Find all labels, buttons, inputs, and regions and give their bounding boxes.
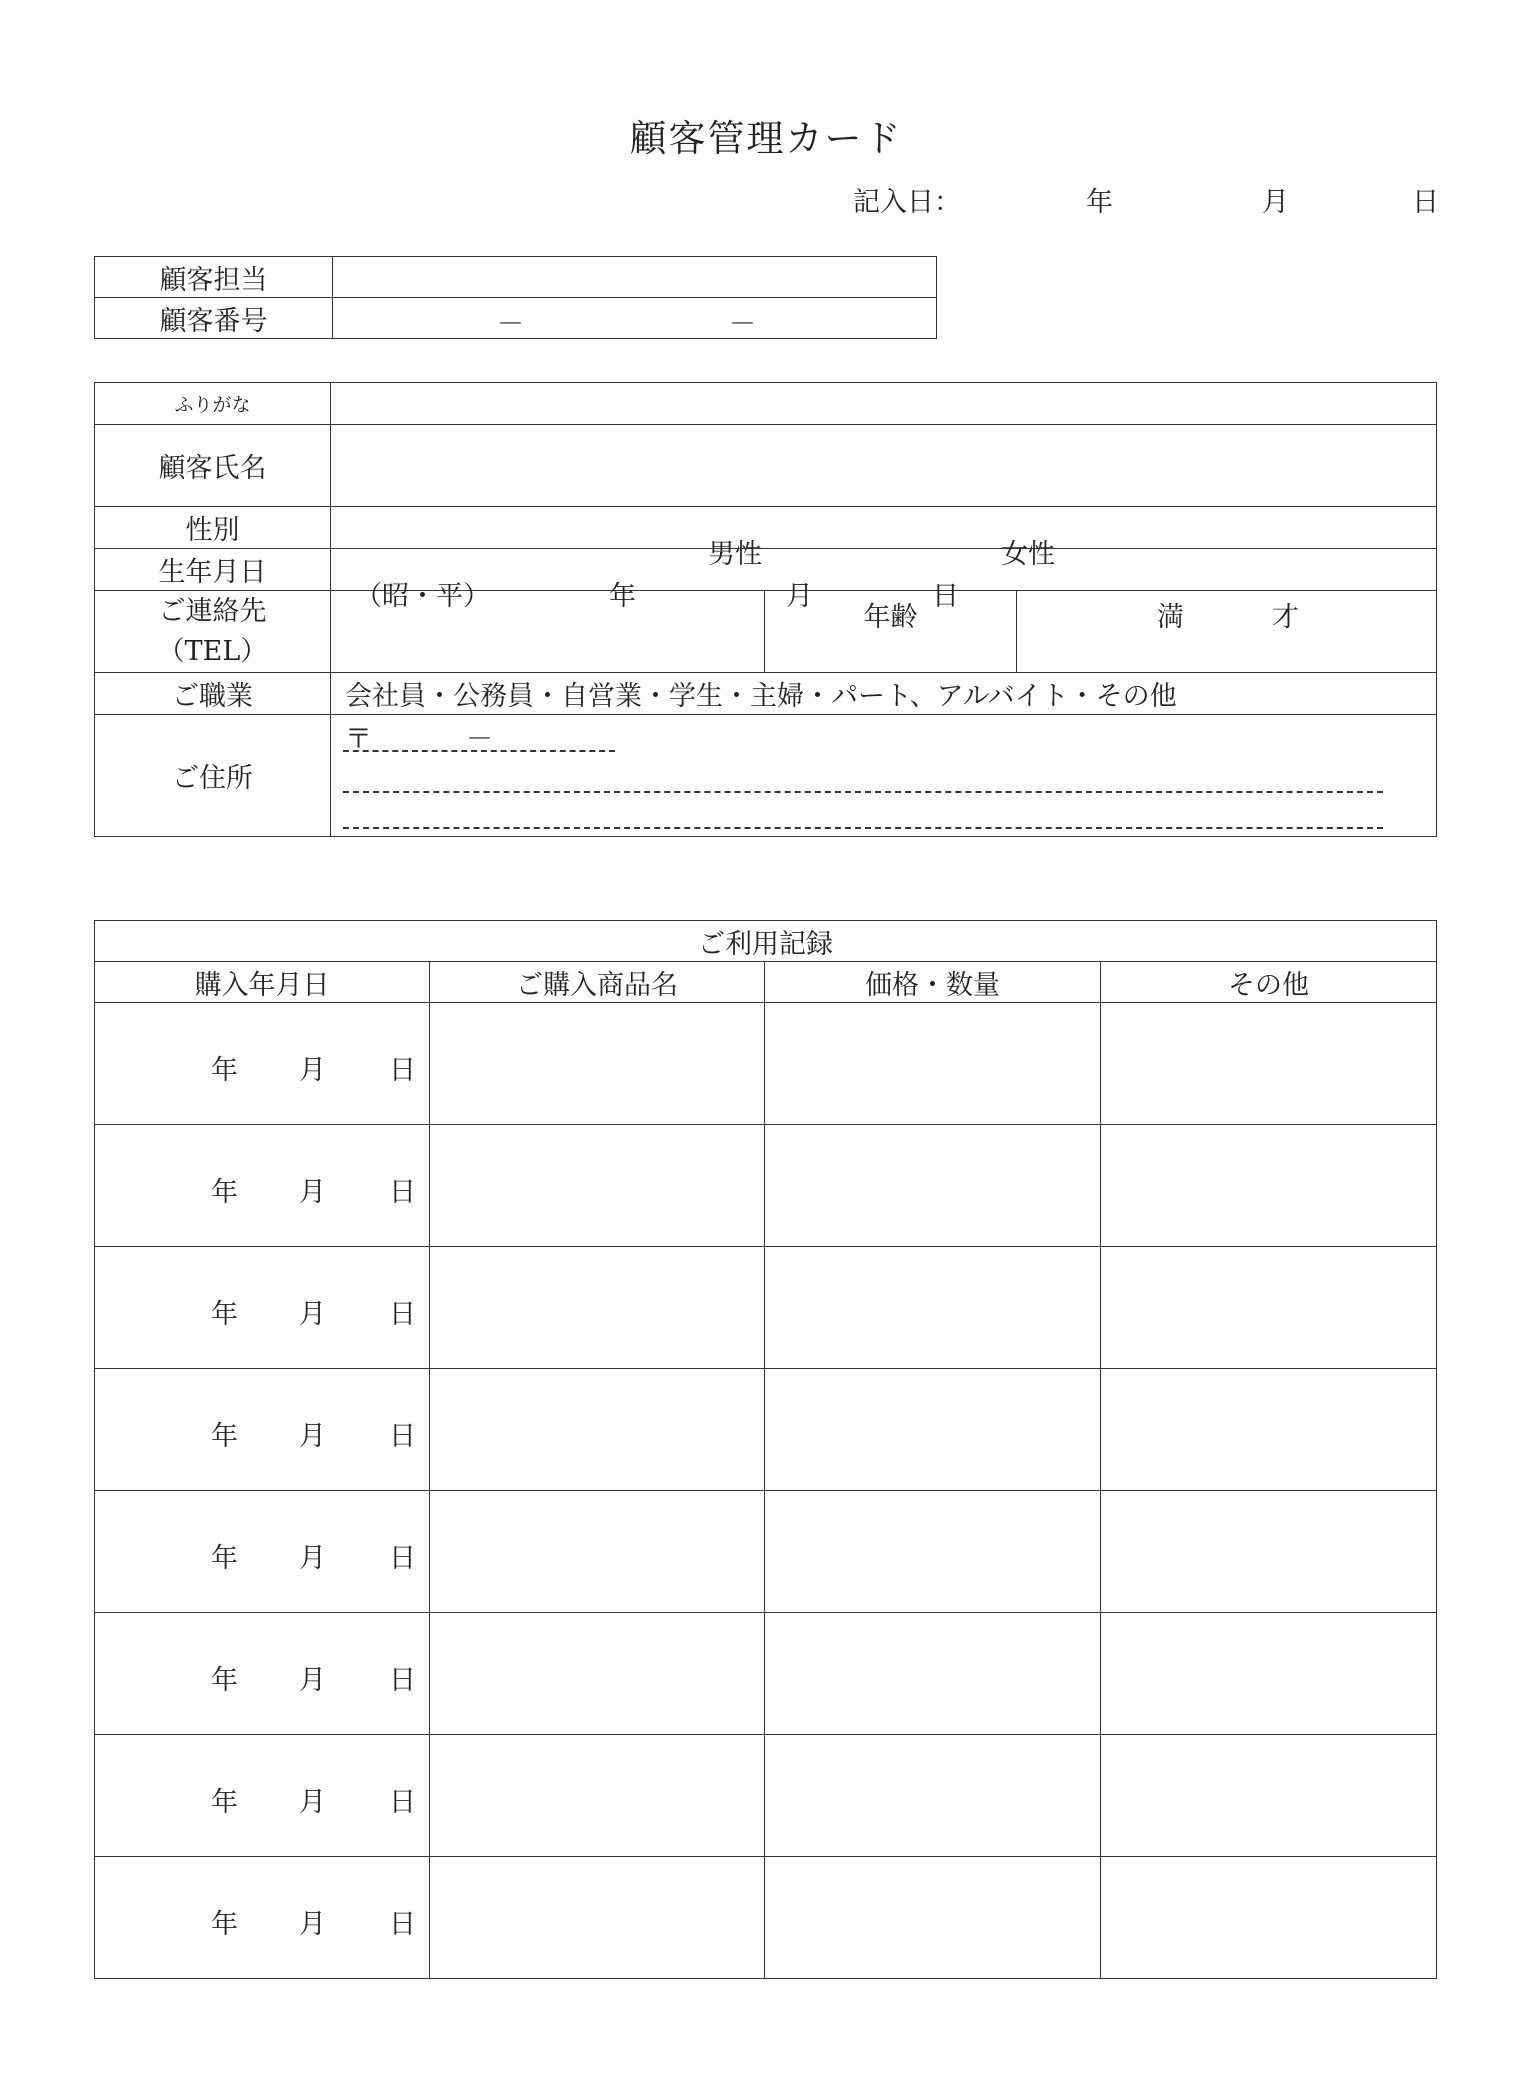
table-row (95, 1857, 1437, 1979)
price-quantity-cell[interactable] (765, 1613, 1101, 1735)
purchase-year-label: 年 (211, 1542, 238, 1574)
purchase-date-cell[interactable] (95, 1003, 430, 1125)
purchase-month-label: 月 (299, 1054, 326, 1086)
purchase-day-label: 日 (389, 1542, 416, 1574)
purchase-year-label: 年 (211, 1054, 238, 1086)
purchase-day-label: 日 (389, 1786, 416, 1818)
purchase-date-cell[interactable] (95, 1125, 430, 1247)
table-row (95, 1003, 1437, 1125)
entry-date-year: 年 (1086, 187, 1113, 218)
staff-table (94, 256, 937, 339)
other-cell[interactable] (1101, 1735, 1437, 1857)
other-cell[interactable] (1101, 1247, 1437, 1369)
product-name-cell[interactable] (430, 1613, 765, 1735)
product-name-cell[interactable] (430, 1125, 765, 1247)
name-row (95, 425, 1437, 507)
purchase-date-cell[interactable] (95, 1613, 430, 1735)
price-quantity-cell[interactable] (765, 1735, 1101, 1857)
purchase-day-label: 日 (389, 1176, 416, 1208)
purchase-month-label: 月 (299, 1542, 326, 1574)
purchase-year-label: 年 (211, 1420, 238, 1452)
purchase-day-label: 日 (389, 1054, 416, 1086)
product-name-cell[interactable] (430, 1735, 765, 1857)
birthdate-label: 生年月日 (95, 549, 331, 591)
customer-number-dash-1: － (497, 309, 524, 340)
purchase-month-label: 月 (299, 1420, 326, 1452)
table-row (95, 1613, 1437, 1735)
gender-female-option[interactable]: 女性 (1001, 538, 1055, 570)
product-name-cell[interactable] (430, 1491, 765, 1613)
entry-date-day: 日 (1412, 187, 1439, 218)
contact-row (95, 591, 1437, 673)
gender-label: 性別 (95, 507, 331, 549)
purchase-day-label: 日 (389, 1298, 416, 1330)
birthdate-year: 年 (609, 580, 636, 612)
birthdate-month: 月 (786, 580, 813, 612)
purchase-date-cell[interactable] (95, 1857, 430, 1979)
staff-field[interactable] (333, 257, 937, 298)
other-cell[interactable] (1101, 1491, 1437, 1613)
customer-number-dash-2: － (729, 309, 756, 340)
furigana-field[interactable] (331, 383, 1437, 425)
purchase-month-label: 月 (299, 1786, 326, 1818)
postal-mark: 〒 (345, 723, 372, 755)
table-row (95, 1247, 1437, 1369)
address-line-1 (343, 791, 1383, 793)
purchase-month-label: 月 (299, 1664, 326, 1696)
header-product-name: ご購入商品名 (430, 962, 765, 1003)
header-price-quantity: 価格・数量 (765, 962, 1101, 1003)
price-quantity-cell[interactable] (765, 1003, 1101, 1125)
usage-rows (95, 1003, 1437, 1979)
purchase-date-cell[interactable] (95, 1247, 430, 1369)
customer-number-row (95, 298, 937, 339)
gender-field (331, 507, 1437, 570)
other-cell[interactable] (1101, 1003, 1437, 1125)
customer-number-field[interactable] (333, 298, 937, 339)
table-row (95, 1491, 1437, 1613)
usage-record-table (94, 920, 1437, 1979)
postal-code-line (343, 750, 615, 752)
price-quantity-cell[interactable] (765, 1125, 1101, 1247)
age-full-label: 満 (1157, 602, 1184, 633)
name-label: 顧客氏名 (95, 425, 331, 507)
purchase-day-label: 日 (389, 1420, 416, 1452)
age-field[interactable] (1017, 591, 1437, 673)
other-cell[interactable] (1101, 1613, 1437, 1735)
purchase-date-cell[interactable] (95, 1369, 430, 1491)
furigana-row (95, 383, 1437, 425)
usage-header-row (95, 962, 1437, 1003)
product-name-cell[interactable] (430, 1003, 765, 1125)
other-cell[interactable] (1101, 1857, 1437, 1979)
birthdate-field[interactable] (331, 549, 1437, 612)
birthdate-era: （昭・平） (355, 580, 490, 612)
contact-label-line-2: （TEL） (157, 635, 268, 667)
occupation-label: ご職業 (95, 673, 331, 715)
entry-date-label: 記入日： (853, 187, 961, 218)
address-label: ご住所 (95, 715, 331, 837)
customer-number-label: 顧客番号 (95, 298, 333, 339)
purchase-day-label: 日 (389, 1664, 416, 1696)
product-name-cell[interactable] (430, 1857, 765, 1979)
table-row (95, 1125, 1437, 1247)
address-field[interactable] (331, 715, 1437, 837)
price-quantity-cell[interactable] (765, 1369, 1101, 1491)
purchase-year-label: 年 (211, 1298, 238, 1330)
age-label: 年齢 (765, 591, 1017, 673)
postal-dash: － (466, 723, 493, 755)
purchase-date-cell[interactable] (95, 1735, 430, 1857)
gender-row (95, 507, 1437, 549)
product-name-cell[interactable] (430, 1247, 765, 1369)
header-other: その他 (1101, 962, 1437, 1003)
product-name-cell[interactable] (430, 1369, 765, 1491)
table-row (95, 1369, 1437, 1491)
other-cell[interactable] (1101, 1125, 1437, 1247)
purchase-day-label: 日 (389, 1908, 416, 1940)
purchase-month-label: 月 (299, 1176, 326, 1208)
age-unit-label: 才 (1272, 602, 1299, 633)
purchase-year-label: 年 (211, 1786, 238, 1818)
address-row (95, 715, 1437, 837)
purchase-year-label: 年 (211, 1176, 238, 1208)
entry-date-month: 月 (1262, 187, 1289, 218)
purchase-month-label: 月 (299, 1298, 326, 1330)
occupation-options[interactable]: 会社員・公務員・自営業・学生・主婦・パート、アルバイト・その他 (331, 673, 1437, 715)
contact-label (95, 591, 331, 673)
header-purchase-date: 購入年月日 (95, 962, 430, 1003)
price-quantity-cell[interactable] (765, 1491, 1101, 1613)
page-title: 顧客管理カード (629, 117, 903, 160)
price-quantity-cell[interactable] (765, 1857, 1101, 1979)
address-line-2 (343, 827, 1383, 829)
price-quantity-cell[interactable] (765, 1247, 1101, 1369)
contact-label-line-1: ご連絡先 (158, 595, 267, 627)
staff-label: 顧客担当 (95, 257, 333, 298)
other-cell[interactable] (1101, 1369, 1437, 1491)
purchase-date-cell[interactable] (95, 1491, 430, 1613)
birthdate-day: 日 (932, 580, 959, 612)
usage-title-row (95, 921, 1437, 962)
gender-male-option[interactable]: 男性 (708, 538, 762, 570)
furigana-label: ふりがな (95, 383, 331, 425)
name-field[interactable] (331, 425, 1437, 507)
purchase-year-label: 年 (211, 1908, 238, 1940)
occupation-row (95, 673, 1437, 715)
birthdate-row (95, 549, 1437, 591)
customer-info-table (94, 382, 1437, 837)
staff-row (95, 257, 937, 298)
table-row (95, 1735, 1437, 1857)
purchase-year-label: 年 (211, 1664, 238, 1696)
purchase-month-label: 月 (299, 1908, 326, 1940)
usage-title: ご利用記録 (95, 921, 1437, 962)
